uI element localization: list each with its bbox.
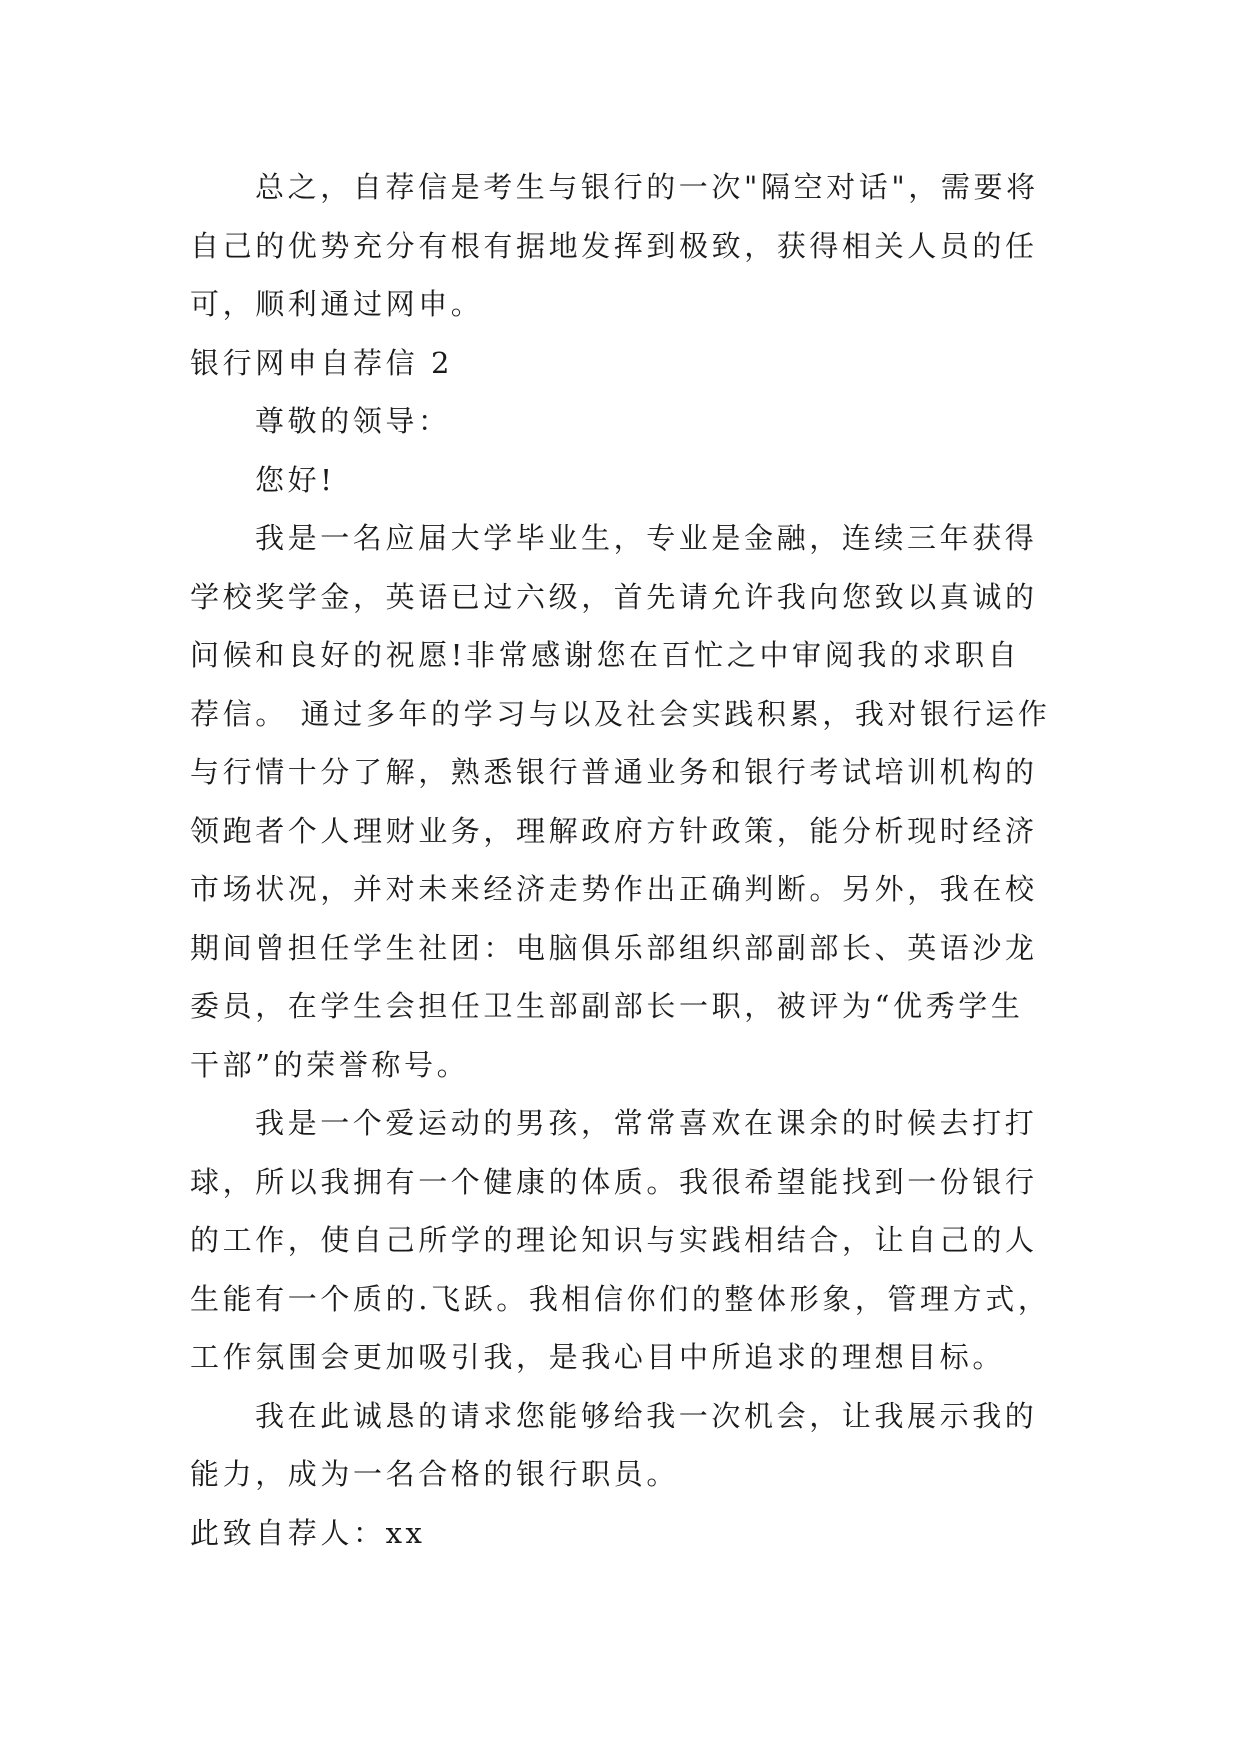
letter-body: [190, 158, 1052, 1562]
paragraph-request: 我在此诚恳的请求您能够给我一次机会，让我展示我的能力，成为一名合格的银行职员。: [190, 1398, 1038, 1491]
paragraph-conclusion: 总之，自荐信是考生与银行的一次"隔空对话"，需要将自己的优势充分有根有据地发挥到极致，获得相关人员的任可，顺利通过网申。: [190, 170, 1039, 321]
paragraph-introduction: 我是一名应届大学毕业生，专业是金融，连续三年获得学校奖学金，英语已过六级，首先请允许我向您致以真诚的问候和良好的祝愿!非常感谢您在百忙之中审阅我的求职自荐信。 通过多年的学习与以及社会实践积累，我对银行运作与行情十分了解，熟悉银行普通业务和银行考试培训机构的领跑者个人理财业务，理解政府方针政策，能分析现时经济市场状况，并对未来经济走势作出正确判断。另外，我在校期间曾担任学生社团：电脑俱乐部组织部副部长、英语沙龙委员，在学生会担任卫生部副部长一职，被评为“优秀学生干部”的荣誉称号。: [190, 521, 1051, 1082]
greeting: 您好!: [255, 462, 336, 497]
closing-signature: 此致自荐人：xx: [190, 1515, 426, 1550]
salutation: 尊敬的领导：: [255, 404, 451, 438]
letter-heading: 银行网申自荐信 2: [190, 345, 454, 380]
paragraph-personal: 我是一个爱运动的男孩，常常喜欢在课余的时候去打打球，所以我拥有一个健康的体质。我很希望能找到一份银行的工作，使自己所学的理论知识与实践相结合，让自己的人生能有一个质的.飞跃。我相信你们的整体形象，管理方式，工作氛围会更加吸引我，是我心目中所追求的理想目标。: [190, 1106, 1051, 1374]
